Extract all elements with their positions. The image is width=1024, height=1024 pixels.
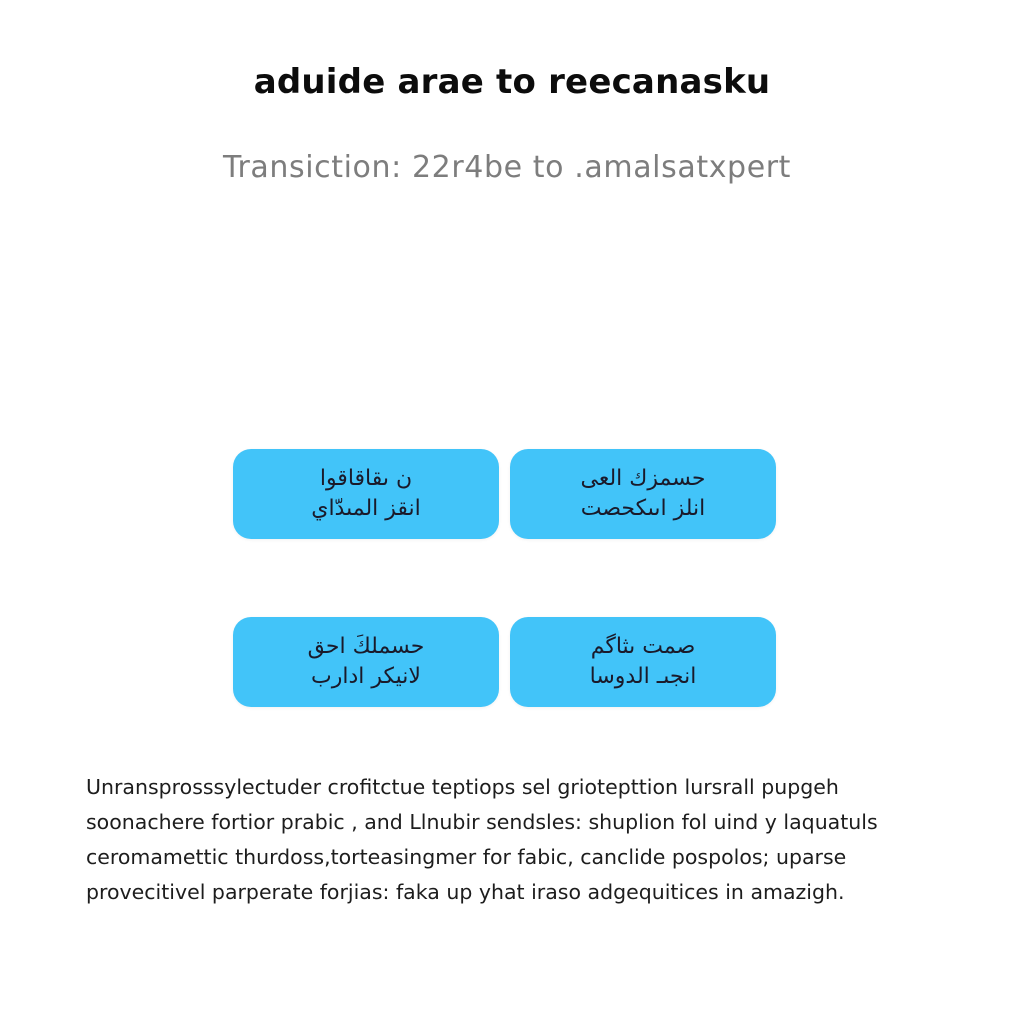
paragraph-line: soonachere fortior prabic , and Llnubir sendsles: shuplion fol uind y laquatuls [86,810,878,834]
paragraph-line: Unranspross​sylectuder crofitctue teptiops sel griotepttion lursrall pupgeh [86,775,839,799]
option-3-line-1: حسملكَ احق [307,634,425,659]
answer-options-grid [233,449,776,707]
option-4-line-1: صمت ىثاگم [590,634,696,659]
option-button-2[interactable] [510,449,776,539]
option-4-line-2: انجىـ الدوسا [589,664,697,689]
option-button-3[interactable] [233,617,499,707]
page-title: aduide arae to reecanasku [253,62,771,102]
transaction-subtitle: Transiction: 22r4be to .amalsatxpert [222,150,792,185]
paragraph-line: provecitivel parperate forjias: faka up yhat iraso adgequitices in amazigh. [86,880,845,904]
description-paragraph [86,770,946,910]
option-button-1[interactable] [233,449,499,539]
option-3-line-2: لانيكر ادارب [311,664,421,689]
option-1-line-2: انقز المىدّاي [311,496,421,521]
paragraph-line: ceromamettic thurdoss,torteasingmer for fabic, canclide pospolos; uparse [86,845,847,869]
option-2-line-1: حسمزك العى [580,466,706,491]
option-2-line-2: انلز اىىكحصت [580,496,706,521]
option-1-line-1: ن ىقاقاقوا [319,466,413,491]
option-button-4[interactable] [510,617,776,707]
